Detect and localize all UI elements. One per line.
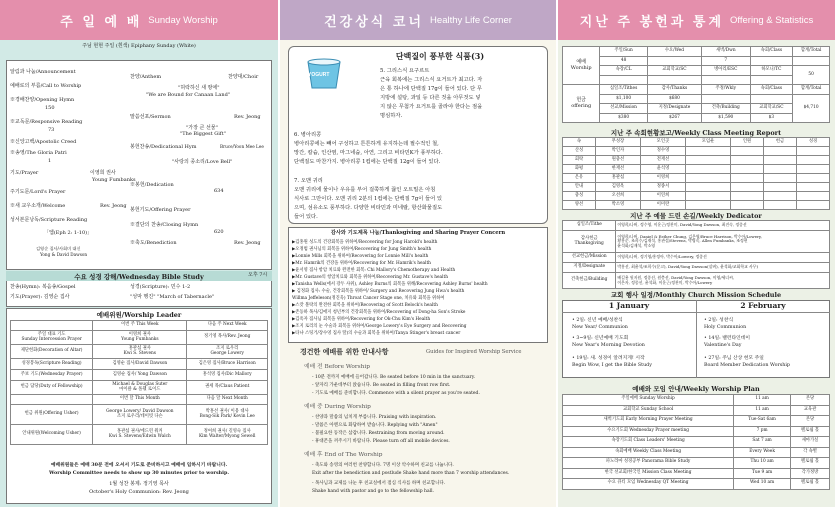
offering-statistics-panel: [558, 0, 835, 507]
article-line: 근육 회복에는 그리스식 요거트가 최고다. 자: [380, 77, 483, 83]
prayer-item: ▶ 김정화 집사: 수술, 건강회복을 위하여/ Surgery and Recovering Jung Hwa's health: [292, 289, 465, 294]
guide-line: - 10분 전까지 예배에 들어갑니다. Be seated before 10 min in the sanctuary.: [312, 375, 476, 380]
dedication-singer: Bruce/Yoon Mee Lee: [220, 144, 264, 149]
role-cell: 헌금 담당(Duty of Fellowship): [11, 381, 93, 395]
prayer-item: ▶Lonnie Mills 회복을 위하여/Recovering for Lonnie Mill's health: [292, 254, 429, 259]
offering-header: [558, 0, 835, 40]
guide-line: - 목사님과 교제를 나눈 후 친교실에서 점심 식사를 하며 친교합니다.: [312, 481, 446, 486]
worship-leader-title: 예배위원/Worship Leader: [96, 311, 182, 319]
prayer-concern-title: 감사와 기도제목 나눔/Thanksgiving and Sharing Prayer Concern: [330, 230, 506, 236]
guide-line: - 불필요한 동작은 삼갑니다. Restraining from moving around.: [312, 431, 445, 436]
guide-title-ko: 경건한 예배를 위한 안내사항: [300, 347, 389, 356]
preacher: Rev. Jeong: [234, 114, 261, 120]
article-line: 7. 오맨 귀리: [294, 178, 323, 184]
leader-cell: 이영희 권사 Young Fumbanks: [93, 331, 187, 345]
prayer-item: ▶스캇 볼락의 완전한 회복을 위하여/Recovering of Scott Belock's health: [292, 303, 438, 308]
guide-line: - 축도와 송영의 여러번 찬양합니다. 7명 이상 악수하며 친교를 나눕니다.: [312, 463, 454, 468]
next-month-head: 다음 달 Next Month: [187, 395, 268, 405]
jan-event: New Year/ Communion: [572, 325, 628, 330]
bible-study-title: 수요 성경 강해/Wednesday Bible Study: [74, 273, 204, 281]
anthem-en: "We are Bound for Canaan Land": [146, 92, 231, 98]
worship-label: 예배 Worship: [563, 47, 600, 85]
article-line: 망간, 칼슘, 인산염, 마그네슘, 아연, 그리고 비타민K가 풍부하다.: [294, 150, 443, 156]
feb-event: Valentine's Day: [704, 343, 742, 348]
feb-event: • 2일: 성찬식: [704, 318, 734, 323]
order-item: ※봉헌/Dedication: [130, 182, 174, 188]
yogurt-label: YOGURT: [308, 72, 330, 78]
january-label: 1 January: [608, 301, 650, 310]
worship-plan-table: 주일예배 Sunday Worship 11 am 본당 교회학교 Sunday School 11 am 교육관 새벽기도회 Early Morning Prayer Meeting Tue-Sat 6am 본당 수요기도회 Wednesday Prayer meeting 7 pm 펠로쉽 홀 속장기도회 Class Leaders' Meeting Sat 7 am 새마가실 속회예배 Weekly Class Meeting Every Week 각 속별 파노라마 성경공부 Panorama Bible Study Thu 10 am 펠로쉽 홀 한국 선교회/한국인 Mission Class Meeting Tue 9 am 각가정방 수요 큐티 모임 Wednesday QT Meeting Wed 10 am 펠로쉽 홀: [562, 394, 830, 490]
role-cell: 성경봉독(Scripture Reading): [11, 359, 93, 370]
role-cell: 주보 기도(Wednesday Prayer): [11, 370, 93, 381]
prayer-item: ▶Tanisha Wells(애셔 강두 사위), Ashley Burns의 회복을 위해/Recovering Ashley Burns' health: [292, 282, 488, 287]
communion-en: October's Holy Communion: Rev. Jeong: [89, 489, 189, 495]
order-item: 봉헌찬송/Dedicational Hym: [130, 144, 197, 150]
guide-before-head: 예배 전 Before Worship: [304, 364, 370, 370]
article-line: 들어 있다.: [294, 214, 318, 220]
prayer-leader: 이영희 권사: [90, 170, 116, 176]
article-line: 지 않은 무첨가 요거트를 골라야 한다는 점을: [380, 104, 483, 110]
bible-study-hymn: 찬송(Hymn): 복음송/Gospel: [10, 284, 76, 290]
dedication-song: "사랑의 종소리/Love Bell": [172, 159, 233, 165]
leader-cell: 정여희 권사/ 길영숙 집사 Kim Walter/Myong Sewell: [187, 425, 268, 445]
jan-event: Begin Wow, I get the Bible Study: [572, 363, 652, 368]
order-item: ※송영/The Gloria Patri: [10, 150, 67, 156]
next-week-head: 다음 주 Next Week: [187, 321, 268, 331]
guide-during-head: 예배 중 During Worship: [304, 404, 371, 410]
guide-line: - 앞자리 가운데부터 앉습니다. Be seated in filling front row first.: [312, 383, 451, 388]
feb-event: • 14일: 밸런타인데이: [704, 336, 751, 341]
reading-number: 73: [48, 127, 55, 133]
leader-cell: 권세 목/Claus Patient: [187, 381, 268, 395]
leader-cell: 김영순 집사/ Yong Dawson: [93, 370, 187, 381]
header-ko: 건강상식 코너: [324, 13, 425, 29]
guide-line: - 기도로 예배를 준비합니다. Commence with a silent prayer as you're seated.: [312, 391, 480, 396]
article-title: 단백질이 풍부한 식품(3): [395, 51, 485, 61]
leader-cell: 홍관섭 권사 Kwi S. Stevens: [93, 345, 187, 359]
choir: 찬양대/Choir: [228, 74, 259, 80]
article-line: 단백질도 마찬가지. 병아리콩 1컵에는 단백질 12g이 들어 있다.: [294, 159, 441, 165]
guide-line: Exit after the benediction and postlude Shake hand more than 7 worship attendances.: [312, 471, 510, 476]
leader-cell: Michael & Douglas Suter 마이클 & 폴웰 로이드: [93, 381, 187, 395]
article-line: 6. 병아리콩: [294, 132, 322, 138]
jan-event: New Year's Morning Devotion: [572, 343, 645, 348]
leader-cell: 김은영 집사/Bruce Harrison: [187, 359, 268, 370]
february-label: 2 February: [740, 301, 786, 310]
benediction-leader: Rev. Jeong: [234, 240, 261, 246]
gloria-number: 1: [48, 158, 52, 164]
footer-note-en: Worship Committee needs to show up 30 minutes prior to worship.: [49, 470, 229, 476]
schedule-head-rule: [562, 312, 830, 313]
healthy-life-panel: [280, 0, 556, 507]
worship-leader-table: [10, 320, 268, 445]
guide-line: Shake hand with pastor and go to the fellowship hall.: [312, 489, 434, 494]
anthem-ko: "허락하신 새 땅에": [178, 85, 220, 91]
scripture-reader: 김영순 집사/사회미 대신: [36, 246, 81, 251]
order-item: 찬양/Anthem: [130, 74, 162, 80]
feb-event: Holy Communion: [704, 325, 747, 330]
leader-cell: George Lowery/ David Dawson 조지 로우리/데이빗 다슨: [93, 405, 187, 425]
dedicator-table: 십일조/Tithe 이영희/나버, 정수영, 이운근/정찬미, David/Yong Dawson, 최진숙, 정종선 감사헌금 Thanksgiving 이영희/나버, Daniel & Esther Chung, 김은영/Bruce Harrison, 박수아/Lowery, 황홍순, 조희수/김재석, 홍관섭/Stevens, 박병숙, Allen Fumbanks, 조정현 윤석화/김재석, 박소영 선교헌금/Mission 이영희/나버, 정기영/홍정아, 박수아/Lowery, 정종선 지정/Designate 박홍선, 최윤석/조희수(문고), David/Yong Dawson(실버), 윤석화/교회학교 사무) 건축헌금/Building 배길용 원지원, 정종선, 원충선, David/Yong Dawson, 이영/세너씨, 이은자, 정종선, 윤석화, 이운근/정찬미, 박수아/Lowery: [562, 220, 830, 289]
article-line: 으며, 섬유소도 풍부하다. 다양한 비타민과 미네랄, 항산화물질도: [294, 205, 443, 211]
welcome-leader: Rev. Jeong: [100, 203, 127, 209]
feb-event: • 27일: 주님 산상 헌모 주일: [704, 356, 764, 361]
footer-note-ko: 예배위원들은 예배 30분 전에 오셔서 기도로 준비하시고 예배에 임하시기 바랍니다.: [50, 462, 228, 468]
role-cell: 제단헌화(Decoration of Altar): [11, 345, 93, 359]
leader-cell: 홍석영 집사/Dic Mallory: [187, 370, 268, 381]
liturgy-subtitle: 주님 현현 주일 (흰색) Epiphany Sunday (White): [82, 43, 196, 49]
leader-cell: 김영순 집사/David Dawson: [93, 359, 187, 370]
jan-event: • 3~9일: 신년예배 기도회: [572, 336, 629, 341]
prayer-item: ▶타냐 스팅거/장수영 집사 딸)의 수술과 회복을 위하여/Tanya Stinger's breast cancer: [292, 331, 461, 336]
leader-cell: 조지 로우리 George Lowery: [187, 345, 268, 359]
communion-ko: 1월 성찬 봉제: 정기영 목사: [109, 481, 169, 487]
article-line: 지방에 설탕, 과일 등 다른 것을 아무것도 넣: [380, 95, 481, 101]
order-item: ※교독문/Responsive Reading: [10, 119, 83, 125]
prayer-item: ▶조지 로리의 눈 수술과 회복을 위하여/George Lowery's Eye Surgery and Recovering: [292, 324, 467, 329]
header-en: Offering & Statistics: [730, 14, 814, 26]
prayer-item: ▶김옥자 집사님 회복을 위하여/Recovering for Ok-Chu Kim's Health: [292, 317, 431, 322]
order-item: 예배로의 부름/Call to Worship: [10, 83, 82, 89]
prayer-leader-en: Young Fumbanks: [92, 177, 136, 183]
sunday-worship-panel: [0, 0, 278, 507]
guide-after-head: 예배 후 End of The Worship: [304, 452, 383, 458]
hymn-number: 150: [45, 105, 55, 111]
article-line: 병아리콩에는 빼어 구성하고 튼튼하게 유지하는데 필수적인 철,: [294, 141, 439, 147]
scripture-reader-en: Yong & David Dawson: [40, 252, 88, 257]
prayer-item: ▶오정범 권사님의 회복을 위하여/Recovering for Jung Smith's health: [292, 247, 432, 252]
article-line: 은 통 하나에 단백질 17g이 들어 있다. 단 무: [380, 86, 483, 92]
order-item: 알림과 나눔/Announcement: [10, 69, 76, 75]
prayer-item: ▶Mr. Hamrik의 건강을 위하여/Recovering for Mr. Hamrik's health: [292, 261, 431, 266]
dedication-number: 634: [214, 188, 224, 194]
guide-line: - 말씀은 아멘으로 화답하여 받습니다. Replying with "Amen": [312, 423, 438, 428]
role-cell: 헌금 위원(Offering Usher): [11, 405, 93, 425]
article-line: 5. 그리스식 요구르트: [380, 68, 430, 74]
guide-line: - 휴대폰을 꺼주시기 바랍니다. Please turn off all mobile devices.: [312, 439, 450, 444]
bible-study-scripture: 성경(Scripture): 민수 1-2: [130, 284, 191, 290]
sermon-en: "The Biggest Gift": [180, 131, 226, 137]
jan-event: • 19일: 새. 성경이 알려지게! 시작: [572, 356, 645, 361]
article-line: 식사로 그만이다. 오맨 귀리 2분의 1컵에는 단백질 7g이 들어 있: [294, 196, 443, 202]
prayer-item: ▶존동하 목사/김애지 청년부의 건강회복을 위하여/Recovering of Dong-ha Son's Stroke: [292, 310, 466, 315]
header-en: Sunday Worship: [148, 14, 218, 26]
order-item: 기도/Prayer: [10, 170, 39, 176]
healthy-life-header: [280, 0, 556, 40]
prayer-item: ▶김홍원 성도의 건강회복을 위하여/Recovering for Jong Harold's health: [292, 240, 438, 245]
order-item: ※신앙고백/Apostolic Creed: [10, 139, 77, 145]
bible-study-time: 오후 7시: [248, 272, 268, 278]
sermon-ko: "가장 큰 선물": [186, 125, 218, 131]
this-week-head: 이번 주 This Week: [93, 321, 187, 331]
worship-plan-title: 예배와 모임 안내/Weekly Worship Plan: [632, 385, 760, 393]
order-item: ※경배찬양/Opening Hymn: [10, 97, 75, 103]
order-item: ※새 교우소개/Welcome: [10, 203, 66, 209]
church-schedule-title: 교회 행사 일정/Monthly Church Mission Schedule: [610, 291, 782, 299]
order-item: 봉헌기도/Offering Prayer: [130, 207, 191, 213]
guide-title-en: Guides for Inspired Worship Service: [426, 349, 522, 355]
scripture-ref: 「엡(Eph 2: 1-10)」: [44, 230, 93, 236]
dedicator-title: 지난 주 예물 드린 손길/Weekly Dedicator: [630, 212, 762, 220]
header-en: Healthy Life Corner: [430, 14, 512, 26]
closing-hymn-number: 620: [214, 229, 224, 235]
header-ko: 주 일 예 배: [60, 13, 143, 29]
order-item: ※결단의 찬송/Closing Hymn: [130, 222, 199, 228]
class-report-title: 지난 주 속회현황보고/Weekly Class Meeting Report: [610, 129, 782, 137]
order-item: 성서본문낭독/Scripture Reading: [10, 217, 88, 223]
order-item: ※축도/Benediction: [130, 240, 177, 246]
leader-cell: 홍관섭 권사/에드윈 워커 Kwi S. Stevens/Edwin Walch: [93, 425, 187, 445]
leader-cell: 박홍선 권사/ 이용 대사 Bong-Sik Park/ Kevin Lee: [187, 405, 268, 425]
class-report-table: 속 무성장 모인곳 모임운 인원 헌금 성경 산성 박인자 정수영 회락 원충선 전재선 화평 한재선 윤석영 온유 홍관섭 이영희 안내 김영옥 정종서 충성 오선희 이연희 양선 박소영 이미란: [562, 137, 830, 210]
order-item: 주기도문/Lord's Prayer: [10, 189, 66, 195]
sunday-worship-header: [0, 0, 278, 40]
role-cell: 주일 대표 기도 Sunday Intercession Prayer: [11, 331, 93, 345]
prayer-item: Willma Jeffeleson(정진욱) Throat Cancer Stage one, 치유와 회복을 위하여: [292, 296, 445, 301]
order-item: 말씀선포/Sermon: [130, 114, 171, 120]
bible-study-prayer: 기도(Prayer): 김영순 집사: [10, 294, 70, 300]
statistics-table: 예배 Worship 주일/Sun 수요/Wed 새벽/Dwn 속회/Class 합계/Total 48 7 속장/CL 교회학교/SC 병아리/ESC 하모니/TC 50 헌금 offering 십일조/Tithes 감사/Thanks 주정/Wkly 속회/Class 합계/Total $1,100 $680 $4,710 선교/Mission 지정/Designate 건축/Building 교회학교/SC $380 $267 $1,590 $3: [562, 46, 830, 123]
feb-event: Board Member Dedication Worship: [704, 363, 790, 368]
prayer-item: ▶Mr. Gustave의 항암치료와 회복을 위하여/Recovering Mr. Gustave's health: [292, 275, 448, 280]
header-ko: 지난 주 봉헌과 통계: [579, 13, 725, 29]
role-cell: 안내위원(Welcoming Usher): [11, 425, 93, 445]
bible-study-topic: "성막 행진" "March of Tabernacle": [130, 294, 215, 300]
article-line: 오맨 귀리에 물이나 우유를 부어 걸쭉하게 끓인 오트밀은 아침: [294, 187, 436, 193]
article-line: 명심하자.: [380, 113, 403, 119]
leader-cell: 정기영 목사/Rev. Jeong: [187, 331, 268, 345]
offering-label: 헌금 offering: [563, 85, 600, 123]
guide-line: - 찬양과 말씀의 넘치게 부릅니다. Praising with inspiration.: [312, 415, 437, 420]
prayer-item: ▶윤서영 집사 항암 치료와 완전한 회복: Chi Mallory's Chemotherapy and Health: [292, 268, 456, 273]
jan-event: • 2일: 신년 예배/성찬식: [572, 318, 623, 323]
this-month-head: 이번 달 This Month: [93, 395, 187, 405]
